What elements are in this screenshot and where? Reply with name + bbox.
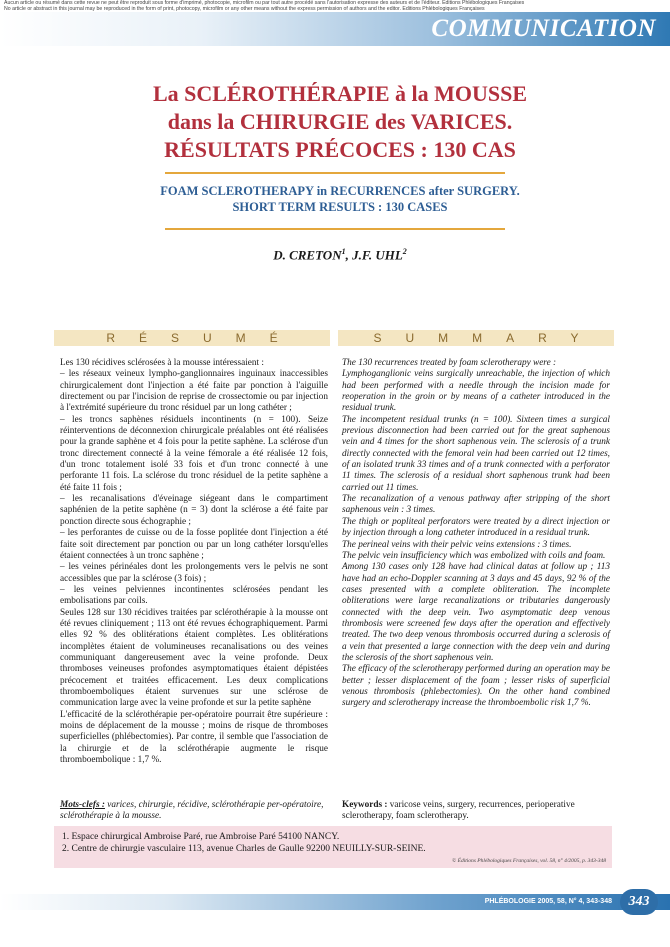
copyright-notice	[4, 0, 664, 13]
resume-paragraph: Seules 128 sur 130 récidives traitées par sclérothérapie à la mousse ont été revues cliniquement ; 113 ont été revues échographiquement. Parmi elles 92 % des oblitérations étaient complètes. Les oblitérations incomplètes étaient de volumineuses recanalisations ou des veines communiquant dangereusement avec la veine profonde. Deux thromboses veineuses profondes asymptomatiques étaient dépistées précocement et traitées efficacement. Les deux complications thromboemboliques étaient survenues sur une sclérose de communication large avec la veine profonde et sur la petite saphène	[60, 607, 328, 709]
author-1-affiliation-mark: 1	[341, 247, 346, 256]
french-title-line-1: La SCLÉROTHÉRAPIE à la MOUSSE	[152, 81, 528, 106]
summary-paragraph: The incompetent residual trunks (n = 100). Sixteen times a surgical previous disconnection had been carried out for the great saphenous vein and 4 times for the short saphenous vein. The sclerosis of a trunk directly connected with the femoral vein had been carried out 12 times, of an isolated trunk 33 times and of a trunk connected with a perforator 11 times. The sclerosis of a residual short saphenous trunk had been carried out 11 times.	[342, 414, 610, 493]
affiliation-1: 1. Espace chirurgical Ambroise Paré, rue Ambroise Paré 54100 NANCY.	[62, 832, 340, 842]
resume-text	[60, 358, 328, 766]
summary-paragraph: Among 130 cases only 128 have had clinical datas at follow up ; 113 have had an echo-Doppler scanning at 3 days and 45 days, 92 % of the cases presented with a complete obliteration. The incomplete obliterations were large recanalizations or tributaries dangerously connected with the deep vein. Two asymptomatic deep venous thrombosis were screened few days after the operation and effectively treated. The two deep venous thrombosis occurred during a sclerosis of a vein that presented a large connection with the deep vein and during the sclerosis of the short saphenous vein.	[342, 562, 610, 663]
affiliations-box	[54, 826, 612, 868]
french-title-line-3: RÉSULTATS PRÉCOCES : 130 CAS	[164, 137, 516, 162]
author-2: J.F. UHL	[352, 247, 403, 263]
title-divider-top	[165, 172, 505, 174]
english-title	[60, 183, 620, 215]
author-1: D. CRETON	[273, 247, 342, 263]
resume-paragraph: – les veines pelviennes incontinentes sclérosées pendant les embolisations par coils.	[60, 584, 328, 607]
resume-paragraph: – les recanalisations d'éveinage siégeant dans le compartiment saphénien de la petite saphène (n = 3) dont la sclérose a été faite par ponction directe sous échographie ;	[60, 494, 328, 527]
title-divider-bottom	[165, 228, 505, 230]
summary-paragraph: The 130 recurrences treated by foam sclerotherapy were :	[342, 358, 557, 368]
summary-heading: SUMMARY	[338, 330, 614, 346]
summary-paragraph: The recanalization of a venous pathway after stripping of the short saphenous vein : 3 times.	[342, 494, 610, 516]
summary-text	[342, 358, 610, 710]
page-number: 343	[620, 889, 658, 915]
resume-paragraph: Les 130 récidives sclérosées à la mousse intéressaient :	[60, 358, 264, 368]
english-title-line-2: SHORT TERM RESULTS : 130 CASES	[232, 200, 448, 214]
resume-paragraph: – les veines périnéales dont les prolongements vers le pelvis ne sont accessibles que par la sclérose (3 fois) ;	[60, 562, 328, 584]
section-label: COMMUNICATION	[431, 15, 656, 42]
summary-paragraph: The thigh or popliteal perforators were treated by a direct injection or by injection through a long catheter introduced in a residual trunk.	[342, 516, 610, 539]
resume-keywords	[60, 800, 328, 823]
summary-keywords-list: varicose veins, surgery, recurrences, perioperative sclerotherapy, foam sclerotherapy.	[342, 800, 575, 822]
resume-heading: RÉSUMÉ	[54, 330, 330, 346]
french-title-line-2: dans la CHIRURGIE des VARICES.	[167, 109, 513, 134]
resume-paragraph: L'efficacité de la sclérothérapie per-opératoire pourrait être supérieure : moins de déplacement de la mousse ; moins de risque de thromboses superficielles (phlébectomies). Par contre, il semble que l'association de la chirurgie et de la sclérothérapie augmente le risque thromboembolique : 1,7 %.	[60, 709, 328, 766]
resume-paragraph: – les troncs saphènes résiduels incontinents (n = 100). Seize réinterventions de déconnexion chirurgicale préalables ont été réalisées pour la grande saphène et 4 fois pour la petite saphène. La sclérose d'un tronc directement connecté à la veine fémorale a été réalisée 12 fois, d'un tronc totalement isolé 33 fois et d'un tronc connecté à une perforante 11 fois. La sclérose du tronc résiduel de la petite saphène a été faite 11 fois ;	[60, 414, 328, 493]
affiliation-2: 2. Centre de chirurgie vasculaire 113, avenue Charles de Gaulle 92200 NEUILLY-SUR-SEINE.	[62, 844, 426, 854]
copyright-notice-en: No article or abstract in this journal may be reproduced in the form of print, photocopy, microfilm or any other means without the express permission of authors and the editor. Editions Phlébologiques Françaises	[4, 6, 485, 13]
summary-paragraph: The perineal veins with their pelvic veins extensions : 3 times.	[342, 539, 572, 550]
summary-paragraph: Lymphoganglionic veins surgically unreachable, the injection of which had been performed with a needle through the incision made for reoperation in the groin or by means of a catheter introduced in the residual trunk.	[342, 369, 610, 414]
resume-paragraph: – les perforantes de cuisse ou de la fosse poplitée dont l'injection a été faite soit directement par ponction ou par un long cathéter lorsqu'elles étaient connectées à un tronc saphène ;	[60, 528, 328, 561]
english-title-line-1: FOAM SCLEROTHERAPY in RECURRENCES after SURGERY.	[160, 184, 520, 198]
resume-keywords-list: varices, chirurgie, récidive, sclérothérapie per-opératoire, sclérothérapie à la mousse.	[60, 800, 324, 822]
resume-paragraph: – les réseaux veineux lympho-ganglionnaires inguinaux inaccessibles chirurgicalement dont l'injection a été faite par ponction à l'aiguille directement ou par l'incision de reprise de crossectomie ou par injection à l'extrémité supérieure du tronc résiduel par un long cathéter ;	[60, 369, 328, 414]
author-2-affiliation-mark: 2	[402, 247, 407, 256]
summary-paragraph: The efficacy of the sclerotherapy performed during an operation may be better ; lesser displacement of the foam ; lesser risks of superficial venous thrombosis (phlebectomies). On the other hand combined surgery and sclerotherapy increase the thromboembolic risk 1,7 %.	[342, 664, 610, 709]
copyright-notice-fr: Aucun article ou résumé dans cette revue ne peut être reproduit sous forme d'imprimé, photocopie, microfilm ou par tout autre procédé sans l'autorisation expresse des auteurs et de l'éditeur. Editions Phlébologiques Françaises	[4, 0, 525, 6]
summary-keywords	[342, 800, 610, 823]
resume-keywords-label: Mots-clefs :	[60, 800, 105, 810]
summary-keywords-label: Keywords :	[342, 800, 388, 810]
french-title	[60, 80, 620, 164]
journal-reference: PHLÉBOLOGIE 2005, 58, N° 4, 343-348	[484, 898, 612, 905]
publisher-credit: © Éditions Phlébologiques Françaises, vol. 58, n° 4/2005, p. 343-348	[452, 858, 606, 864]
summary-paragraph: The pelvic vein insufficiency which was embolized with coils and foam.	[342, 550, 606, 561]
authors: D. CRETON$^1$, J.F. UHL$^2$	[273, 247, 407, 263]
